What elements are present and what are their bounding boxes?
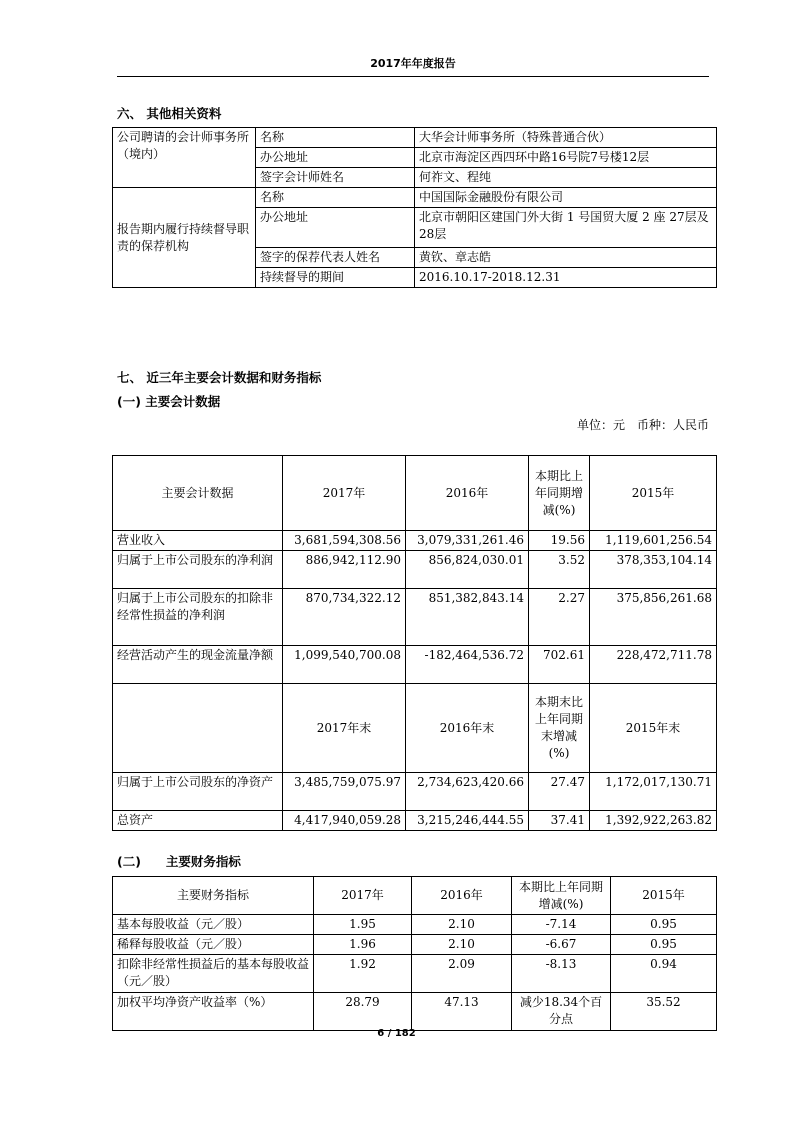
info-label: 名称 (256, 128, 415, 148)
value-cell: 47.13 (412, 993, 512, 1031)
value-cell: 2.27 (529, 589, 590, 646)
value-cell: 35.52 (611, 993, 717, 1031)
page-header: 2017年年度报告 (117, 55, 709, 77)
value-cell: 27.47 (529, 773, 590, 811)
section6-title: 六、 其他相关资料 (117, 106, 222, 121)
info-label: 签字会计师姓名 (256, 168, 415, 188)
info-value: 北京市朝阳区建国门外大街 1 号国贸大厦 2 座 27层及28层 (415, 208, 717, 248)
value-cell: 1.96 (314, 935, 412, 955)
section7-sub1: (一) 主要会计数据 (117, 394, 221, 409)
value-cell: -7.14 (512, 915, 611, 935)
value-cell: 4,417,940,059.28 (283, 811, 406, 831)
table-header-cell: 2016年末 (406, 684, 529, 773)
info-value: 何祚文、程纯 (415, 168, 717, 188)
accounting-data-table (112, 455, 717, 831)
info-label: 名称 (256, 188, 415, 208)
value-cell: 3.52 (529, 551, 590, 589)
unit-currency-note: 单位：元 币种：人民币 (576, 418, 709, 432)
value-cell: 702.61 (529, 646, 590, 684)
row-label: 基本每股收益（元／股） (113, 915, 314, 935)
info-value: 中国国际金融股份有限公司 (415, 188, 717, 208)
page-number: 6 / 182 (377, 1028, 416, 1039)
info-label: 办公地址 (256, 208, 415, 248)
value-cell: 3,681,594,308.56 (283, 531, 406, 551)
info-label: 持续督导的期间 (256, 268, 415, 288)
row-label: 加权平均净资产收益率（%） (113, 993, 314, 1031)
financial-indicators-table (112, 876, 717, 1031)
section7-title: 七、 近三年主要会计数据和财务指标 (117, 370, 322, 385)
table-header-cell: 2016年 (406, 456, 529, 531)
info-value: 黄钦、章志皓 (415, 248, 717, 268)
group-sponsor: 报告期内履行持续督导职责的保荐机构 (113, 188, 256, 288)
table-header-cell (113, 684, 283, 773)
value-cell: 3,079,331,261.46 (406, 531, 529, 551)
table-header-cell: 2017年 (283, 456, 406, 531)
value-cell: 856,824,030.01 (406, 551, 529, 589)
value-cell: 0.95 (611, 935, 717, 955)
value-cell: 851,382,843.14 (406, 589, 529, 646)
table-header-cell: 本期比上年同期增减(%) (512, 877, 611, 915)
value-cell: 1,392,922,263.82 (590, 811, 717, 831)
value-cell: 2.09 (412, 955, 512, 993)
row-label: 总资产 (113, 811, 283, 831)
value-cell: 0.95 (611, 915, 717, 935)
table-header-cell: 2015年 (590, 456, 717, 531)
value-cell: 1,172,017,130.71 (590, 773, 717, 811)
row-label: 经营活动产生的现金流量净额 (113, 646, 283, 684)
value-cell: 1.92 (314, 955, 412, 993)
value-cell: 0.94 (611, 955, 717, 993)
table-header-cell: 2015年 (611, 877, 717, 915)
table-header-cell: 本期比上年同期增减(%) (529, 456, 590, 531)
value-cell: 1.95 (314, 915, 412, 935)
table-header-cell: 本期末比上年同期末增减(%) (529, 684, 590, 773)
value-cell: 2,734,623,420.66 (406, 773, 529, 811)
table-header-cell: 主要会计数据 (113, 456, 283, 531)
row-label: 归属于上市公司股东的净资产 (113, 773, 283, 811)
table-header-cell: 2016年 (412, 877, 512, 915)
table-header-cell: 2015年末 (590, 684, 717, 773)
info-value: 大华会计师事务所（特殊普通合伙） (415, 128, 717, 148)
table-header-cell: 主要财务指标 (113, 877, 314, 915)
value-cell: 375,856,261.68 (590, 589, 717, 646)
section7-sub2: (二) 主要财务指标 (117, 854, 241, 869)
value-cell: -182,464,536.72 (406, 646, 529, 684)
row-label: 稀释每股收益（元／股） (113, 935, 314, 955)
other-info-table (112, 127, 717, 288)
value-cell: 减少18.34个百分点 (512, 993, 611, 1031)
value-cell: 1,119,601,256.54 (590, 531, 717, 551)
value-cell: 37.41 (529, 811, 590, 831)
value-cell: 886,942,112.90 (283, 551, 406, 589)
info-label: 签字的保荐代表人姓名 (256, 248, 415, 268)
value-cell: 3,485,759,075.97 (283, 773, 406, 811)
value-cell: 19.56 (529, 531, 590, 551)
group-auditor: 公司聘请的会计师事务所（境内） (113, 128, 256, 188)
value-cell: -8.13 (512, 955, 611, 993)
value-cell: 1,099,540,700.08 (283, 646, 406, 684)
value-cell: 2.10 (412, 915, 512, 935)
value-cell: 378,353,104.14 (590, 551, 717, 589)
table-header-cell: 2017年末 (283, 684, 406, 773)
info-label: 办公地址 (256, 148, 415, 168)
row-label: 归属于上市公司股东的净利润 (113, 551, 283, 589)
value-cell: 3,215,246,444.55 (406, 811, 529, 831)
value-cell: 228,472,711.78 (590, 646, 717, 684)
value-cell: -6.67 (512, 935, 611, 955)
value-cell: 2.10 (412, 935, 512, 955)
info-value: 2016.10.17-2018.12.31 (415, 268, 717, 288)
table-header-cell: 2017年 (314, 877, 412, 915)
row-label: 营业收入 (113, 531, 283, 551)
info-value: 北京市海淀区西四环中路16号院7号楼12层 (415, 148, 717, 168)
value-cell: 870,734,322.12 (283, 589, 406, 646)
row-label: 归属于上市公司股东的扣除非经常性损益的净利润 (113, 589, 283, 646)
row-label: 扣除非经常性损益后的基本每股收益（元／股） (113, 955, 314, 993)
value-cell: 28.79 (314, 993, 412, 1031)
